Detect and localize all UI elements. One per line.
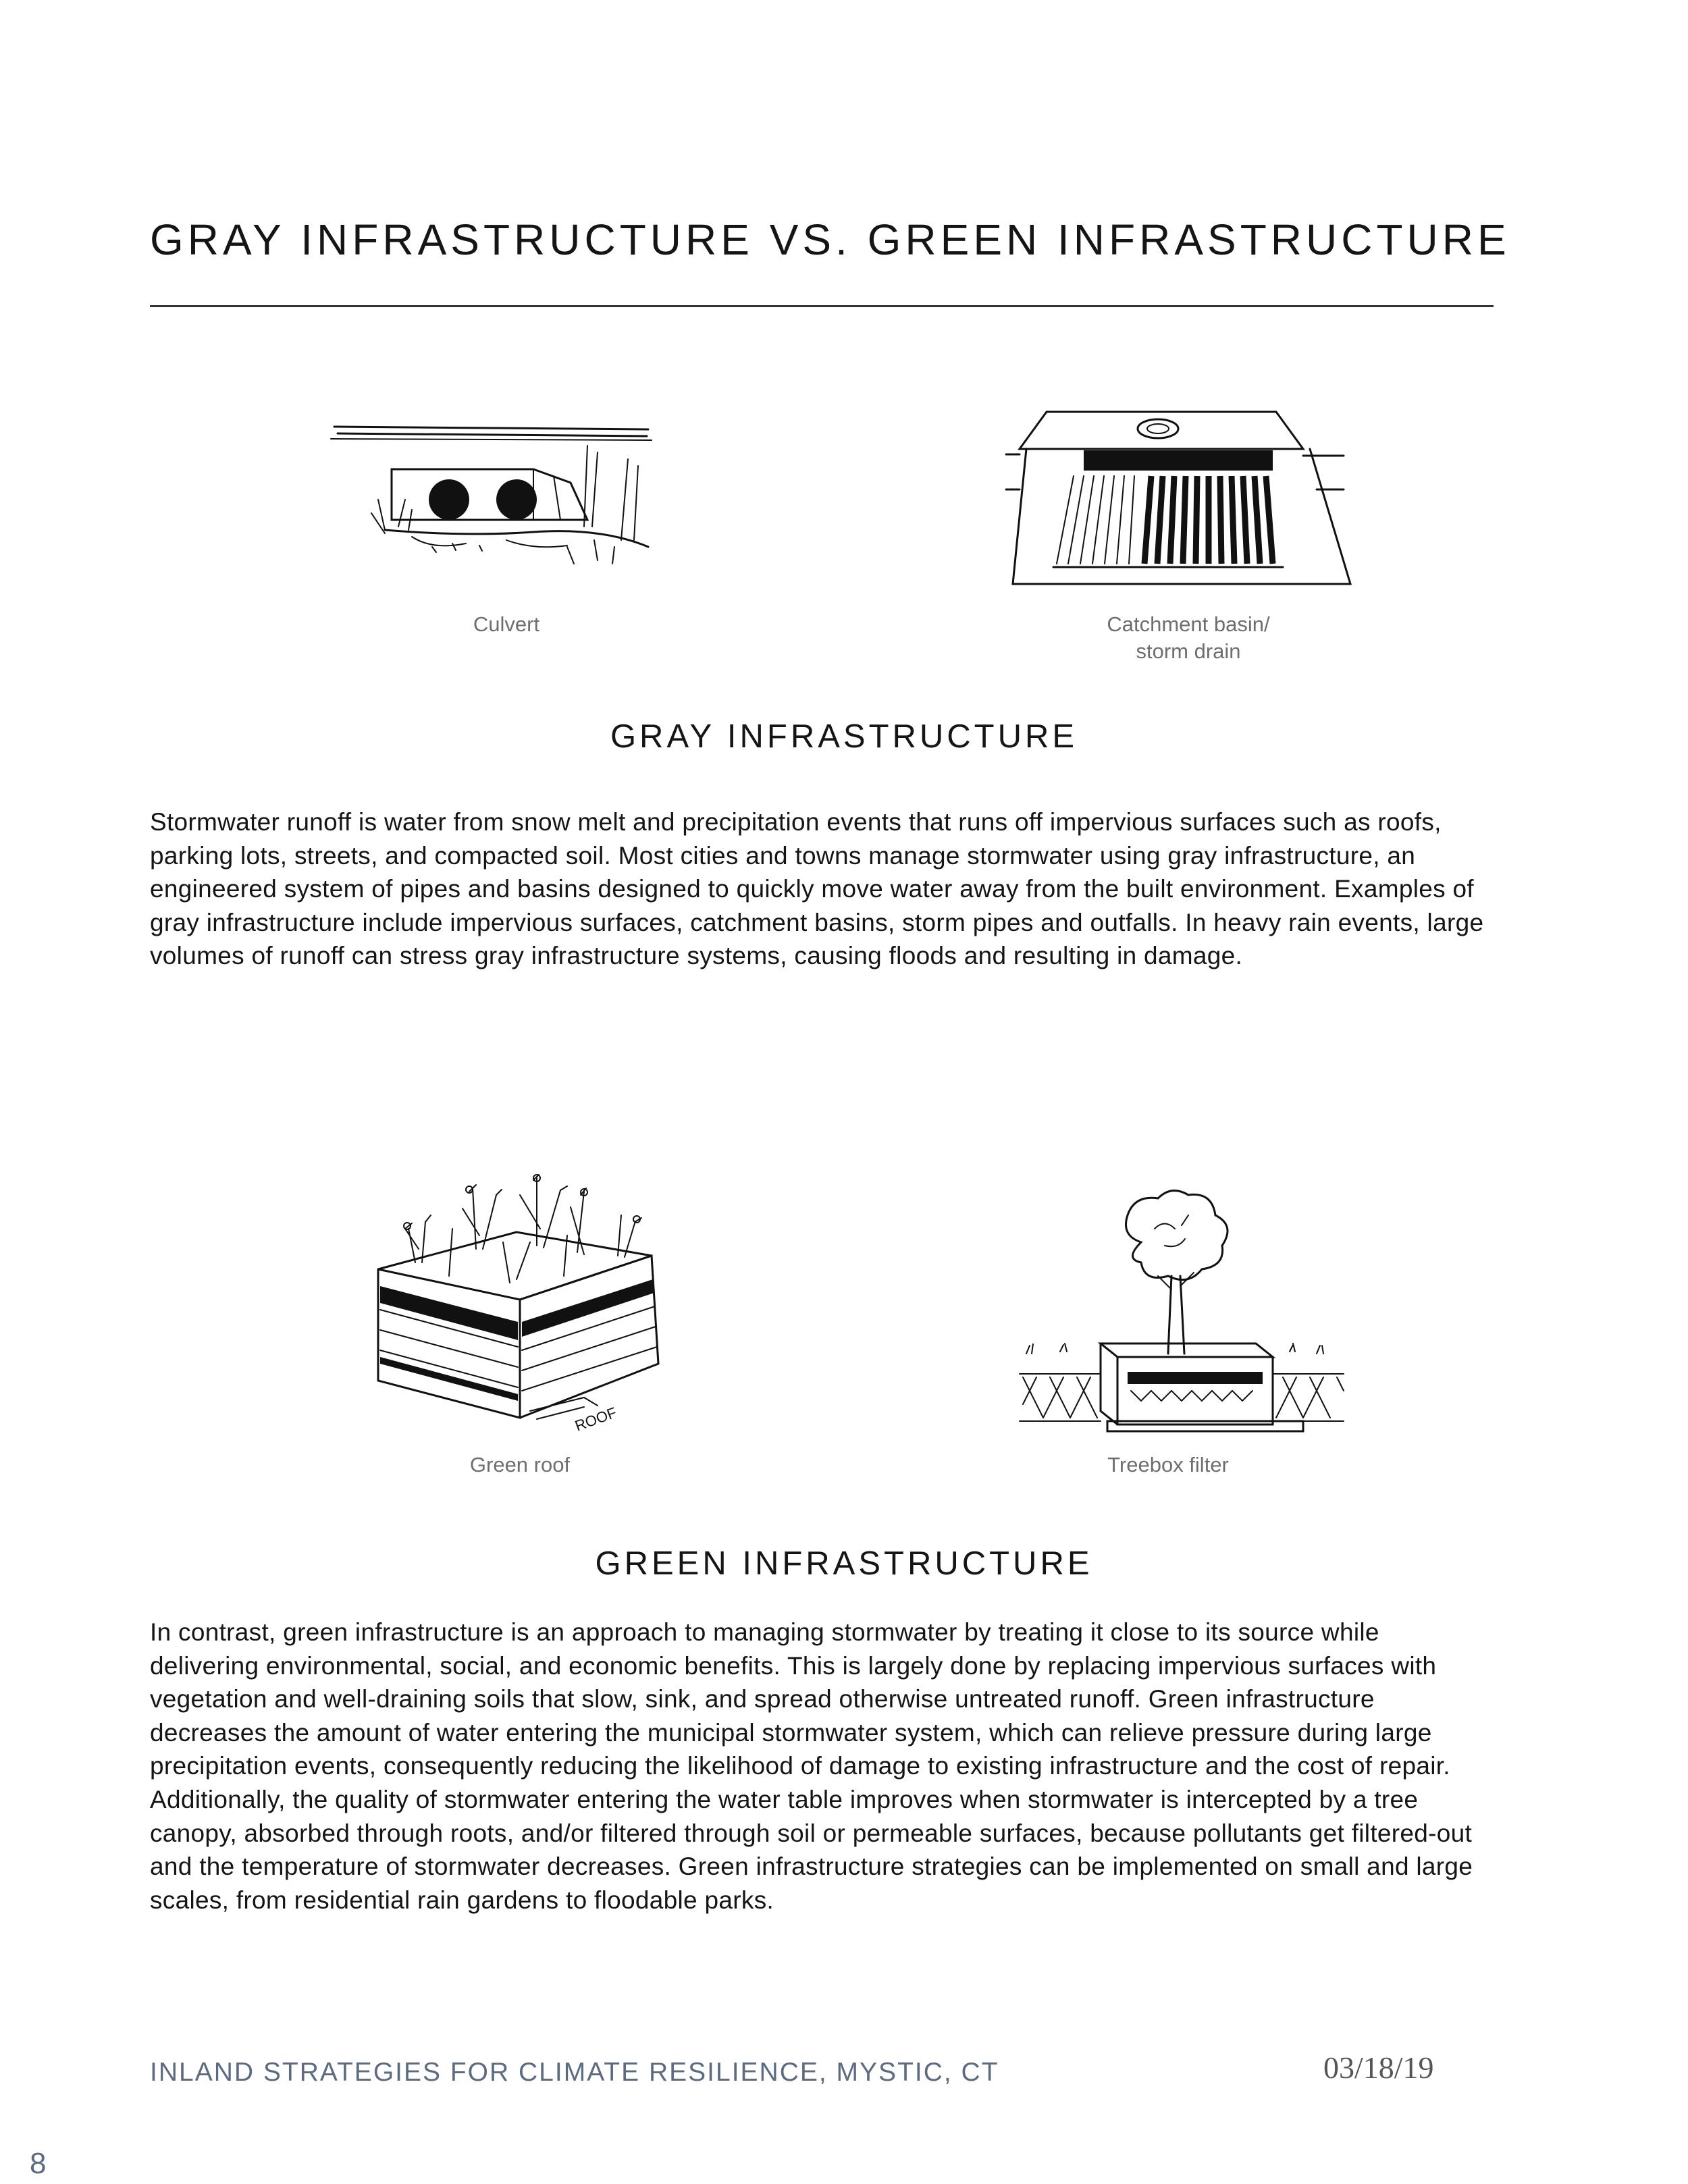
culvert-caption: Culvert <box>473 612 540 636</box>
green-roof-sketch-label: ROOF <box>573 1404 619 1435</box>
culvert-sketch-icon <box>331 419 655 581</box>
green-infrastructure-heading: GREEN INFRASTRUCTURE <box>595 1545 1093 1582</box>
catchment-basin-sketch-icon <box>1006 402 1357 591</box>
page-number: 8 <box>30 2147 47 2180</box>
catchment-caption-line2: storm drain <box>1136 639 1241 663</box>
footer-report-title: INLAND STRATEGIES FOR CLIMATE RESILIENCE, MYSTIC, CT <box>150 2058 999 2087</box>
green-roof-sketch-icon <box>375 1168 685 1438</box>
page-title: GRAY INFRASTRUCTURE VS. GREEN INFRASTRUCTURE <box>150 215 1510 264</box>
green-infrastructure-paragraph: In contrast, green infrastructure is an approach to managing stormwater by treating it close to its source while delivering environmental, social, and economic benefits. This is largely done by replacing impervious surfaces with vegetation and well-draining soils that slow, sink, and spread otherwise untreated runoff. Green infrastructure decreases the amount of water entering the municipal stormwater system, which can relieve pressure during large precipitation events, consequently reducing the likelihood of damage to existing infrastructure and the cost of repair. Additionally, the quality of stormwater entering the water table improves when stormwater is intercepted by a tree canopy, absorbed through roots, and/or filtered through soil or permeable surfaces, because pollutants get filtered-out and the temperature of stormwater decreases. Green infrastructure strategies can be implemented on small and large scales, from residential rain gardens to floodable parks. <box>150 1618 1473 1914</box>
treebox-filter-sketch-icon <box>1020 1188 1350 1438</box>
treebox-caption: Treebox filter <box>1107 1453 1229 1476</box>
catchment-caption-line1: Catchment basin/ <box>1107 612 1270 636</box>
green-roof-caption: Green roof <box>469 1453 571 1476</box>
footer-date: 03/18/19 <box>1323 2050 1434 2085</box>
gray-infrastructure-paragraph: Stormwater runoff is water from snow melt and precipitation events that runs off impervious surfaces such as roofs, parking lots, streets, and compacted soil. Most cities and towns manage stormwater using gray infrastructure, an engineered system of pipes and basins designed to quickly move water away from the built environment. Examples of gray infrastructure include impervious surfaces, catchment basins, storm pipes and outfalls. In heavy rain events, large volumes of runoff can stress gray infrastructure systems, causing floods and resulting in damage. <box>150 808 1484 970</box>
title-divider <box>150 305 1494 307</box>
gray-infrastructure-heading: GRAY INFRASTRUCTURE <box>610 718 1078 755</box>
